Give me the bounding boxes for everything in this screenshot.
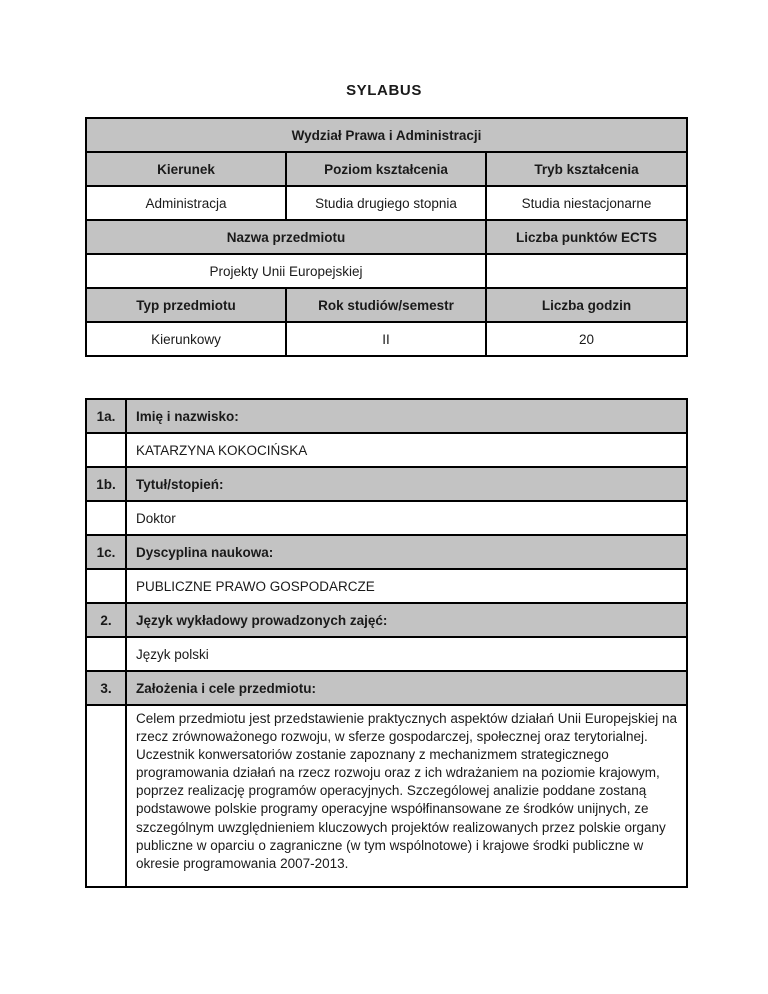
row-number-empty: [86, 433, 126, 467]
col-header-godziny: Liczba godzin: [486, 288, 687, 322]
document-title: SYLABUS: [346, 82, 422, 99]
course-objectives-text: Celem przedmiotu jest przedstawienie praktycznych aspektów działań Unii Europejskiej na rzecz zrównoważonego rozwoju, w sferze gospodarczej, społecznej oraz terytorialnej. Uczestnik konwersatoriów zostanie zapoznany z mechanizmem strategicznego programowania działań na rzecz rozwoju oraz z ich wdrażaniem na poziomie krajowym, poprzez realizację programów operacyjnych. Szczególowej analizie poddane zostaną podstawowe polskie programy operacyjne współfinansowane ze środków unijnych, ze szczególnym uwzględnieniem kluczowych projektów realizowanych przez polskie organy publiczne w oparciu o zagraniczne (w tym wspólnotowe) i krajowe środki publiczne w okresie programowania 2007-2013.: [126, 705, 687, 887]
kierunek-value: Administracja: [86, 186, 286, 220]
field-value-row: [86, 705, 687, 887]
col-header-nazwa-przedmiotu: Nazwa przedmiotu: [86, 220, 486, 254]
field-label: Język wykładowy prowadzonych zajęć:: [126, 603, 687, 637]
col-header-tryb: Tryb kształcenia: [486, 152, 687, 186]
field-header-row: [86, 603, 687, 637]
col-header-poziom: Poziom kształcenia: [286, 152, 486, 186]
row-number-empty: [86, 705, 126, 887]
col-header-rok: Rok studiów/semestr: [286, 288, 486, 322]
field-header-row: [86, 399, 687, 433]
ects-value: [486, 254, 687, 288]
col-header-typ: Typ przedmiotu: [86, 288, 286, 322]
row-number-empty: [86, 501, 126, 535]
field-label: Tytuł/stopień:: [126, 467, 687, 501]
nazwa-przedmiotu-value: Projekty Unii Europejskiej: [86, 254, 486, 288]
header-row: [86, 220, 687, 254]
godziny-value: 20: [486, 322, 687, 356]
field-value-row: [86, 501, 687, 535]
field-header-row: [86, 535, 687, 569]
field-header-row: [86, 467, 687, 501]
tryb-value: Studia niestacjonarne: [486, 186, 687, 220]
field-header-row: [86, 671, 687, 705]
field-value-row: [86, 637, 687, 671]
value-row: [86, 186, 687, 220]
field-value: Doktor: [126, 501, 687, 535]
row-number-empty: [86, 637, 126, 671]
rok-value: II: [286, 322, 486, 356]
faculty-header-row: [86, 118, 687, 152]
course-info-table: [85, 117, 688, 357]
value-row: [86, 254, 687, 288]
row-number: 1a.: [86, 399, 126, 433]
field-label: Imię i nazwisko:: [126, 399, 687, 433]
instructor-info-table: [85, 398, 688, 888]
header-row: [86, 288, 687, 322]
value-row: [86, 322, 687, 356]
typ-value: Kierunkowy: [86, 322, 286, 356]
field-value: KATARZYNA KOKOCIŃSKA: [126, 433, 687, 467]
field-value: PUBLICZNE PRAWO GOSPODARCZE: [126, 569, 687, 603]
field-label: Założenia i cele przedmiotu:: [126, 671, 687, 705]
field-label: Dyscyplina naukowa:: [126, 535, 687, 569]
row-number-empty: [86, 569, 126, 603]
row-number: 1c.: [86, 535, 126, 569]
col-header-ects: Liczba punktów ECTS: [486, 220, 687, 254]
row-number: 2.: [86, 603, 126, 637]
field-value: Język polski: [126, 637, 687, 671]
faculty-name: Wydział Prawa i Administracji: [86, 118, 687, 152]
col-header-kierunek: Kierunek: [86, 152, 286, 186]
row-number: 1b.: [86, 467, 126, 501]
poziom-value: Studia drugiego stopnia: [286, 186, 486, 220]
field-value-row: [86, 433, 687, 467]
row-number: 3.: [86, 671, 126, 705]
header-row: [86, 152, 687, 186]
field-value-row: [86, 569, 687, 603]
